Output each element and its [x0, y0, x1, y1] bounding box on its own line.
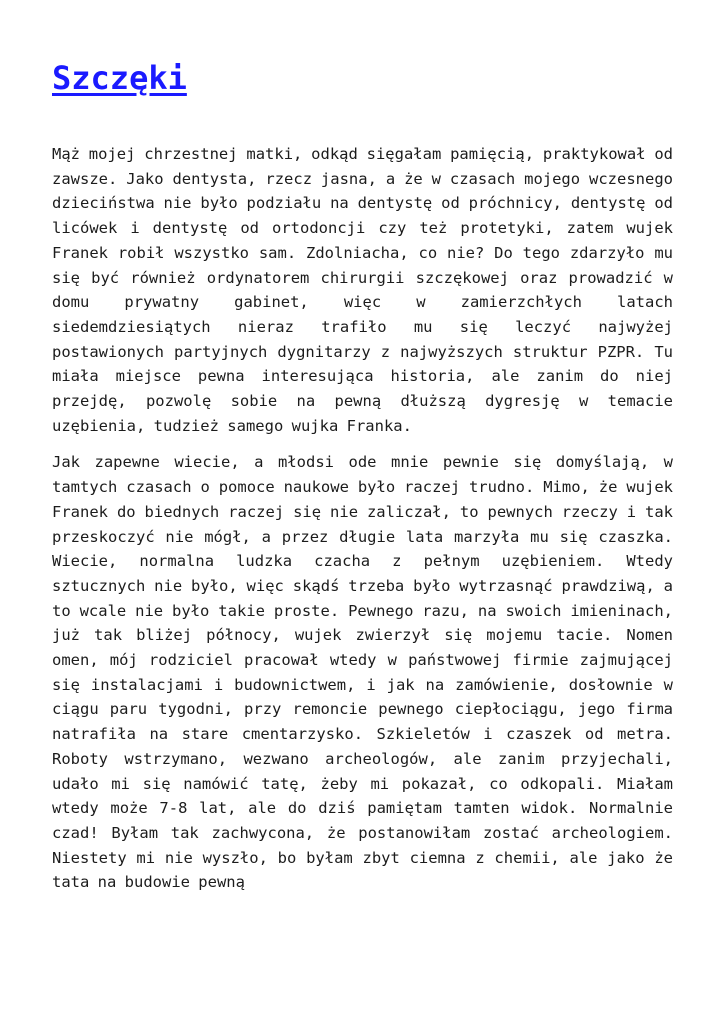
- paragraph: Jak zapewne wiecie, a młodsi ode mnie pewnie się domyślają, w tamtych czasach o pomoce naukowe było raczej trudno. Mimo, że wujek Franek do biednych raczej się nie zaliczał, to pewnych rzeczy i tak przeskoczyć nie mógł, a przez długie lata marzyła mu się czaszka. Wiecie, normalna ludzka czacha z pełnym uzębieniem. Wtedy sztucznych nie było, więc skądś trzeba było wytrzasnąć prawdziwą, a to wcale nie było takie proste. Pewnego razu, na swoich imieninach, już tak bliżej północy, wujek zwierzył się mojemu tacie. Nomen omen, mój rodziciel pracował wtedy w państwowej firmie zajmującej się instalacjami i budownictwem, i jak na zamówienie, dosłownie w ciągu paru tygodni, przy remoncie pewnego ciepłociągu, jego firma natrafiła na stare cmentarzysko. Szkieletów i czaszek od metra. Roboty wstrzymano, wezwano archeologów, ale zanim przyjechali, udało mi się namówić tatę, żeby mi pokazał, co odkopali. Miałam wtedy może 7-8 lat, ale do dziś pamiętam tamten widok. Normalnie czad! Byłam tak zachwycona, że postanowiłam zostać archeologiem. Niestety mi nie wyszło, bo byłam zbyt ciemna z chemii, ale jako że tata na budowie pewną: [52, 453, 673, 892]
- article-title-link[interactable]: Szczęki: [52, 59, 187, 97]
- article: [52, 0, 673, 956]
- paragraph: Mąż mojej chrzestnej matki, odkąd sięgałam pamięcią, praktykował od zawsze. Jako dentysta, rzecz jasna, a że w czasach mojego wczesnego dzieciństwa nie było podziału na dentystę od próchnicy, dentystę od licówek i dentystę od ortodoncji czy też protetyki, zatem wujek Franek robił wszystko sam. Zdolniacha, co nie? Do tego zdarzyło mu się być również ordynatorem chirurgii szczękowej oraz prowadzić w domu prywatny gabinet, więc w zamierzchłych latach siedemdziesiątych nieraz trafiło mu się leczyć najwyżej postawionych partyjnych dygnitarzy z najwyższych struktur PZPR. Tu miała miejsce pewna interesująca historia, ale zanim do niej przejdę, pozwolę sobie na pewną dłuższą dygresję w temacie uzębienia, tudzież samego wujka Franka.: [52, 145, 673, 435]
- article-body: [52, 142, 673, 944]
